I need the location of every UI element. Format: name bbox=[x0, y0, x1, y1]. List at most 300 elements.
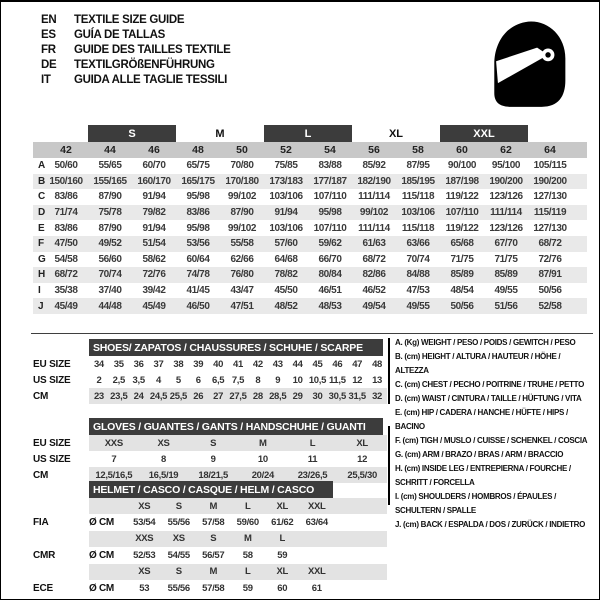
value-cell: 45 bbox=[312, 358, 323, 370]
value-cell: 123/126 bbox=[489, 222, 523, 234]
measurement-row-e bbox=[33, 220, 587, 236]
value-cell: 2 bbox=[96, 374, 102, 386]
value-cell: 53 bbox=[139, 582, 150, 594]
shoes-table-body-row bbox=[33, 372, 387, 388]
value-cell: 6,5 bbox=[211, 374, 225, 386]
size-column-header: 56 bbox=[368, 144, 380, 156]
value-cell: 58/62 bbox=[142, 253, 166, 265]
value-cell: 8 bbox=[255, 374, 261, 386]
value-cell: 75/85 bbox=[274, 160, 298, 172]
size-column-header: 46 bbox=[148, 144, 160, 156]
value-cell: 50/56 bbox=[538, 285, 562, 297]
value-cell: 9 bbox=[210, 453, 216, 465]
value-cell: 37 bbox=[153, 358, 164, 370]
value-cell: 111/114 bbox=[490, 207, 522, 219]
value-cell: 72/76 bbox=[142, 269, 166, 281]
language-code: EN bbox=[41, 13, 57, 26]
value-cell: 57/58 bbox=[202, 517, 225, 529]
value-cell: 187/198 bbox=[445, 175, 479, 187]
language-title: TEXTILGRÖßENFÜHRUNG bbox=[74, 58, 215, 71]
shoes-title-bar: SHOES/ ZAPATOS / CHAUSSURES / SCHUHE / SCARPE bbox=[89, 339, 383, 356]
value-cell: 51/56 bbox=[494, 300, 518, 312]
value-cell: 25,5/30 bbox=[347, 469, 377, 481]
value-cell: 87/90 bbox=[230, 207, 254, 219]
value-cell: 76/80 bbox=[230, 269, 254, 281]
size-column-header: 54 bbox=[324, 144, 336, 156]
helmet-bar-spacer bbox=[33, 481, 89, 498]
value-cell: 28,5 bbox=[269, 390, 287, 402]
value-cell: 63/64 bbox=[305, 517, 328, 529]
value-cell: 48 bbox=[372, 358, 383, 370]
value-cell: 66/70 bbox=[318, 253, 342, 265]
measurement-row-a bbox=[33, 158, 587, 174]
helmet-icon bbox=[487, 18, 569, 110]
value-cell: 85/92 bbox=[362, 160, 386, 172]
size-column-header: 62 bbox=[500, 144, 512, 156]
measurement-legend bbox=[395, 336, 595, 532]
size-label-cell: XXS bbox=[135, 533, 154, 545]
value-cell: 45/50 bbox=[274, 285, 298, 297]
value-cell: 25,5 bbox=[169, 390, 188, 402]
value-cell: 71/74 bbox=[54, 207, 78, 219]
value-cell: 37/40 bbox=[98, 285, 122, 297]
value-cell: 35 bbox=[113, 358, 124, 370]
value-cell: 8 bbox=[161, 453, 166, 465]
value-cell: 50/60 bbox=[54, 160, 78, 172]
gloves-table-body-cells bbox=[89, 451, 387, 467]
value-cell bbox=[300, 547, 335, 563]
value-cell: 16,5/19 bbox=[148, 469, 179, 481]
shoes-table-body-row bbox=[33, 356, 387, 372]
language-code: DE bbox=[41, 58, 57, 71]
value-cell: 87/91 bbox=[538, 269, 562, 281]
row-label-spacer bbox=[33, 564, 89, 580]
value-cell: 57/58 bbox=[202, 582, 225, 594]
value-cell: 79/82 bbox=[142, 207, 166, 219]
size-label-cell: XXL bbox=[307, 500, 326, 512]
value-cell: 29 bbox=[292, 390, 303, 402]
value-cell: 70/80 bbox=[230, 160, 254, 172]
size-label-cell: XS bbox=[172, 533, 185, 545]
value-cell: 24,5 bbox=[149, 390, 168, 402]
value-cell: 63/66 bbox=[406, 238, 430, 250]
value-cell: 5 bbox=[175, 374, 181, 386]
size-label-cell: XXL bbox=[307, 566, 326, 578]
value-cell: 68/72 bbox=[54, 269, 78, 281]
language-code: IT bbox=[41, 73, 51, 86]
language-list bbox=[41, 12, 231, 87]
value-cell: 67/70 bbox=[494, 238, 518, 250]
value-cell: 68/72 bbox=[538, 238, 562, 250]
value-cell: 38 bbox=[173, 358, 184, 370]
row-label: US SIZE bbox=[33, 453, 71, 465]
language-item bbox=[41, 42, 231, 57]
value-cell: 177/187 bbox=[313, 175, 347, 187]
value-cell: 119/122 bbox=[445, 191, 479, 203]
size-label-cell: S bbox=[175, 566, 182, 578]
value-cell: 90/100 bbox=[447, 160, 477, 172]
row-label: CM bbox=[33, 390, 49, 402]
main-table-body bbox=[33, 158, 587, 314]
helmet-size-row-ece bbox=[33, 564, 387, 580]
row-label: C bbox=[38, 191, 46, 203]
size-label-cell: XL bbox=[276, 500, 289, 512]
value-cell: 115/118 bbox=[401, 222, 435, 234]
value-cell: 119/122 bbox=[445, 222, 479, 234]
language-code: FR bbox=[41, 43, 56, 56]
value-cell: 173/183 bbox=[269, 175, 303, 187]
language-item bbox=[41, 12, 231, 27]
value-cell: 107/110 bbox=[445, 207, 479, 219]
helmet-table bbox=[33, 481, 387, 596]
size-label-cell: L bbox=[279, 533, 285, 545]
row-label: I bbox=[38, 285, 41, 297]
shoes-table bbox=[33, 339, 387, 404]
value-cell: M bbox=[259, 437, 267, 449]
value-cell: 51/54 bbox=[142, 238, 166, 250]
helmet-value-cells bbox=[89, 580, 387, 596]
value-cell: 85/89 bbox=[494, 269, 518, 281]
value-cell: 127/130 bbox=[533, 191, 567, 203]
size-column-header: 50 bbox=[236, 144, 248, 156]
diameter-unit-label: Ø CM bbox=[89, 582, 114, 594]
value-cell: 59 bbox=[277, 549, 288, 561]
value-cell: 78/82 bbox=[274, 269, 298, 281]
measurement-row-c bbox=[33, 189, 587, 205]
value-cell: 99/102 bbox=[227, 191, 257, 203]
legend-item: I. (cm) SHOULDERS / HOMBROS / ÉPAULES / SCHULTERN / SPALLE bbox=[395, 492, 557, 515]
row-label: J bbox=[38, 300, 44, 312]
value-cell: 46/50 bbox=[186, 300, 210, 312]
value-cell: 103/106 bbox=[401, 207, 435, 219]
language-item bbox=[41, 57, 231, 72]
value-cell: 61/62 bbox=[271, 517, 294, 529]
measurement-row-f bbox=[33, 236, 587, 252]
value-cell: 12 bbox=[357, 453, 368, 465]
value-cell: 55/58 bbox=[230, 238, 254, 250]
value-cell: 47/53 bbox=[406, 285, 430, 297]
value-cell: 46/52 bbox=[362, 285, 386, 297]
diameter-unit-label: Ø CM bbox=[89, 517, 114, 529]
helmet-size-row-fia bbox=[33, 498, 387, 514]
helmet-value-row-ece bbox=[33, 580, 387, 596]
language-title: GUIDA ALLE TAGLIE TESSILI bbox=[74, 73, 228, 86]
gloves-table-body bbox=[33, 435, 387, 483]
helmet-value-cells bbox=[89, 547, 387, 563]
value-cell: S bbox=[210, 437, 217, 449]
value-cell: 7,5 bbox=[231, 374, 245, 386]
value-cell: 32 bbox=[372, 390, 383, 402]
value-cell: 105/115 bbox=[533, 160, 567, 172]
value-cell: 150/160 bbox=[49, 175, 83, 187]
value-cell: 53/54 bbox=[133, 517, 156, 529]
value-cell: 46 bbox=[332, 358, 343, 370]
value-cell: 60/64 bbox=[186, 253, 210, 265]
value-cell: 54/58 bbox=[54, 253, 78, 265]
value-cell: 24 bbox=[133, 390, 144, 402]
unit-spacer bbox=[89, 498, 127, 514]
helmet-value-row-cmr bbox=[33, 547, 387, 563]
row-label: ECE bbox=[33, 582, 53, 594]
row-label: CM bbox=[33, 469, 49, 481]
shoes-table-body-row bbox=[33, 388, 387, 404]
value-cell: 84/88 bbox=[406, 269, 430, 281]
value-cell: 23,5 bbox=[110, 390, 128, 402]
size-column-header: 60 bbox=[456, 144, 468, 156]
row-label: A bbox=[38, 160, 46, 172]
value-cell: 53/56 bbox=[186, 238, 210, 250]
value-cell: 64/68 bbox=[274, 253, 298, 265]
legend-divider-line-top bbox=[388, 338, 390, 404]
value-cell: 13 bbox=[372, 374, 383, 386]
value-cell: 12 bbox=[352, 374, 363, 386]
row-label: F bbox=[38, 238, 45, 250]
value-cell: 41 bbox=[233, 358, 243, 370]
value-cell: 99/102 bbox=[359, 207, 389, 219]
legend-item: H. (cm) INSIDE LEG / ENTREPIERNA / FOURCHE / SCHRITT / FORCELLA bbox=[395, 464, 571, 487]
value-cell: XS bbox=[157, 437, 170, 449]
value-cell: 70/74 bbox=[98, 269, 122, 281]
language-title: GUÍA DE TALLAS bbox=[74, 28, 165, 41]
value-cell: 56/60 bbox=[98, 253, 122, 265]
value-cell: 170/180 bbox=[225, 175, 259, 187]
value-cell: 155/165 bbox=[93, 175, 127, 187]
value-cell: 85/89 bbox=[450, 269, 474, 281]
shoes-table-body-cells bbox=[89, 372, 387, 388]
row-label: CMR bbox=[33, 549, 56, 561]
gloves-table-body-row bbox=[33, 451, 387, 467]
row-label-spacer bbox=[33, 531, 89, 547]
value-cell: 115/118 bbox=[401, 191, 435, 203]
value-cell: 47/50 bbox=[54, 238, 78, 250]
value-cell: 30,5 bbox=[328, 390, 346, 402]
row-label: B bbox=[38, 175, 46, 187]
value-cell: 95/98 bbox=[186, 222, 210, 234]
row-label: US SIZE bbox=[33, 374, 71, 386]
language-code: ES bbox=[41, 28, 56, 41]
section-divider-line bbox=[31, 333, 593, 334]
value-cell: 123/126 bbox=[489, 191, 523, 203]
size-label-cell: M bbox=[209, 566, 218, 578]
size-groups-row bbox=[33, 125, 587, 142]
size-group-l: L bbox=[264, 125, 352, 142]
value-cell: 44/48 bbox=[98, 300, 122, 312]
value-cell: 9 bbox=[275, 374, 281, 386]
value-cell: 7 bbox=[111, 453, 117, 465]
size-label-cell: L bbox=[244, 566, 251, 578]
value-cell: 68/72 bbox=[362, 253, 386, 265]
size-label-cell: XS bbox=[138, 500, 151, 512]
value-cell: 99/102 bbox=[227, 222, 257, 234]
value-cell: L bbox=[309, 437, 316, 449]
language-title: GUIDE DES TAILLES TEXTILE bbox=[74, 43, 231, 56]
legend-item: B. (cm) HEIGHT / ALTURA / HAUTEUR / HÖHE / ALTEZZA bbox=[395, 352, 561, 375]
language-item bbox=[41, 72, 231, 87]
row-label: D bbox=[38, 207, 46, 219]
value-cell: 10,5 bbox=[308, 374, 327, 386]
legend-divider-line-bottom bbox=[388, 426, 390, 505]
value-cell: 75/78 bbox=[98, 207, 122, 219]
value-cell: 56/57 bbox=[202, 549, 225, 561]
value-cell: 190/200 bbox=[489, 175, 523, 187]
value-cell: 46/51 bbox=[318, 285, 342, 297]
measurement-row-j bbox=[33, 298, 587, 314]
row-label: EU SIZE bbox=[33, 437, 71, 449]
value-cell: 18/21,5 bbox=[198, 469, 228, 481]
size-label-cell: M bbox=[243, 533, 252, 545]
value-cell: 127/130 bbox=[533, 222, 567, 234]
value-cell: 10 bbox=[257, 453, 268, 465]
value-cell: 27 bbox=[213, 390, 224, 402]
size-group-s: S bbox=[88, 125, 176, 142]
value-cell: 83/86 bbox=[54, 222, 78, 234]
size-group-m: M bbox=[215, 127, 225, 140]
value-cell: 47/51 bbox=[230, 300, 254, 312]
shoes-table-body-cells bbox=[89, 356, 387, 372]
value-cell: 20/24 bbox=[251, 469, 274, 481]
value-cell: 55/65 bbox=[98, 160, 122, 172]
value-cell: 107/110 bbox=[313, 222, 347, 234]
value-cell: 39 bbox=[193, 358, 204, 370]
value-cell: 165/175 bbox=[181, 175, 215, 187]
value-cell: 31,5 bbox=[348, 390, 366, 402]
size-label-cell: S bbox=[210, 533, 217, 545]
gloves-table bbox=[33, 418, 387, 483]
value-cell: 11,5 bbox=[328, 374, 346, 386]
value-cell: 83/86 bbox=[186, 207, 210, 219]
value-cell: 35/38 bbox=[54, 285, 78, 297]
value-cell: 60 bbox=[277, 582, 288, 594]
value-cell: 185/195 bbox=[401, 175, 435, 187]
value-cell: 72/76 bbox=[538, 253, 562, 265]
value-cell: 44 bbox=[292, 358, 303, 370]
unit-spacer bbox=[89, 531, 127, 547]
gloves-bar-spacer bbox=[33, 418, 89, 435]
value-cell: 52/58 bbox=[538, 300, 562, 312]
legend-item: D. (cm) WAIST / CINTURA / TAILLE / HÜFTUNG / VITA bbox=[395, 394, 582, 403]
value-cell: 160/170 bbox=[137, 175, 171, 187]
value-cell: 55/56 bbox=[167, 582, 190, 594]
value-cell: 70/74 bbox=[406, 253, 430, 265]
value-cell: 71/75 bbox=[450, 253, 474, 265]
size-column-header: 42 bbox=[60, 144, 72, 156]
size-label-cell: L bbox=[244, 500, 251, 512]
size-group-xl: XL bbox=[388, 127, 404, 140]
legend-item: C. (cm) CHEST / PECHO / POITRINE / TRUHE / PETTO bbox=[395, 380, 585, 389]
value-cell: 23 bbox=[93, 390, 104, 402]
gloves-table-body-row bbox=[33, 435, 387, 451]
row-label: E bbox=[38, 222, 45, 234]
size-column-header: 64 bbox=[544, 144, 556, 156]
value-cell: 83/86 bbox=[54, 191, 78, 203]
measurement-row-b bbox=[33, 174, 587, 190]
gloves-table-body-cells bbox=[89, 435, 387, 451]
size-column-header: 58 bbox=[412, 144, 424, 156]
size-label-cell: XS bbox=[138, 566, 151, 578]
measurement-row-d bbox=[33, 205, 587, 221]
measurement-row-h bbox=[33, 267, 587, 283]
value-cell: 26 bbox=[193, 390, 204, 402]
value-cell: 27,5 bbox=[229, 390, 247, 402]
helmet-title-bar: HELMET / CASCO / CASQUE / HELM / CASCO bbox=[89, 481, 333, 498]
helmet-size-cells bbox=[89, 498, 387, 514]
value-cell: 10 bbox=[292, 374, 303, 386]
helmet-size-cells bbox=[89, 531, 387, 547]
value-cell: 182/190 bbox=[357, 175, 391, 187]
shoes-table-body bbox=[33, 356, 387, 404]
size-group-xxl: XXL bbox=[440, 125, 528, 142]
value-cell: 190/200 bbox=[533, 175, 567, 187]
value-cell: 12,5/16,5 bbox=[95, 469, 133, 481]
value-cell: 6 bbox=[195, 374, 201, 386]
value-cell: 49/55 bbox=[494, 285, 518, 297]
value-cell: 45/49 bbox=[54, 300, 78, 312]
legend-item: J. (cm) BACK / ESPALDA / DOS / ZURÜCK / INDIETRO bbox=[395, 520, 586, 529]
helmet-value-cells bbox=[89, 514, 387, 530]
value-cell: 49/52 bbox=[98, 238, 122, 250]
value-cell: 34 bbox=[93, 358, 104, 370]
value-cell: XXS bbox=[104, 437, 123, 449]
value-cell: 49/55 bbox=[406, 300, 430, 312]
value-cell: 23/26,5 bbox=[297, 469, 328, 481]
value-cell: 41/45 bbox=[186, 285, 210, 297]
value-cell: 47 bbox=[352, 358, 363, 370]
size-columns-row bbox=[33, 142, 587, 158]
size-label-cell bbox=[300, 531, 335, 547]
value-cell: 57/60 bbox=[274, 238, 298, 250]
size-label-cell: S bbox=[175, 500, 182, 512]
language-item bbox=[41, 27, 231, 42]
measurement-row-g bbox=[33, 252, 587, 268]
value-cell: 61 bbox=[311, 582, 322, 594]
value-cell: 87/95 bbox=[406, 160, 430, 172]
value-cell: 54/55 bbox=[167, 549, 190, 561]
helmet-table-body bbox=[33, 498, 387, 596]
shoes-bar-spacer bbox=[33, 339, 89, 356]
value-cell: 45/49 bbox=[142, 300, 166, 312]
row-label: EU SIZE bbox=[33, 358, 71, 370]
value-cell: 74/78 bbox=[186, 269, 210, 281]
row-label: H bbox=[38, 269, 46, 281]
size-column-header: 52 bbox=[280, 144, 292, 156]
value-cell: 48/53 bbox=[318, 300, 342, 312]
value-cell: 95/98 bbox=[318, 207, 342, 219]
helmet-size-cells bbox=[89, 564, 387, 580]
size-label-cell: M bbox=[209, 500, 218, 512]
value-cell: 60/70 bbox=[142, 160, 166, 172]
value-cell: 103/106 bbox=[269, 191, 303, 203]
value-cell: 4 bbox=[156, 374, 162, 386]
value-cell: 71/75 bbox=[494, 253, 518, 265]
value-cell: 62/66 bbox=[230, 253, 254, 265]
value-cell: 95/100 bbox=[491, 160, 521, 172]
value-cell: 28 bbox=[252, 390, 263, 402]
value-cell: 55/56 bbox=[167, 517, 190, 529]
value-cell: 40 bbox=[213, 358, 224, 370]
unit-spacer bbox=[89, 564, 127, 580]
diameter-unit-label: Ø CM bbox=[89, 549, 114, 561]
value-cell: 52/53 bbox=[133, 549, 156, 561]
value-cell: 82/86 bbox=[362, 269, 386, 281]
value-cell: 65/68 bbox=[450, 238, 474, 250]
value-cell: 107/110 bbox=[313, 191, 347, 203]
value-cell: 2,5 bbox=[112, 374, 125, 386]
value-cell: 103/106 bbox=[269, 222, 303, 234]
size-column-header: 48 bbox=[192, 144, 204, 156]
size-column-header: 44 bbox=[104, 144, 116, 156]
shoes-table-body-cells bbox=[89, 388, 387, 404]
measurement-row-i bbox=[33, 283, 587, 299]
